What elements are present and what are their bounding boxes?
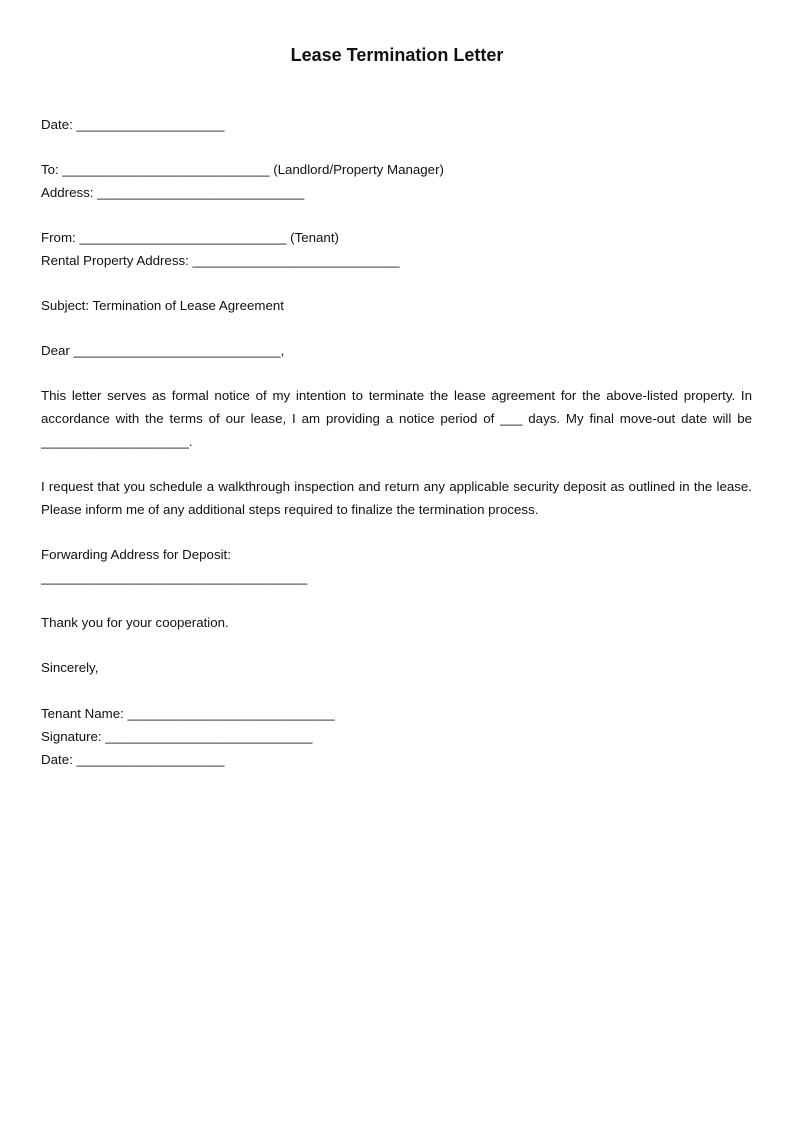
- salutation: Dear ____________________________,: [41, 343, 285, 358]
- thanks-line: Thank you for your cooperation.: [41, 615, 229, 630]
- paragraph2-line: I request that you schedule a walkthrough inspection and return any applicable security deposit as outlined in the lease.: [41, 479, 752, 494]
- forwarding-address-label: Forwarding Address for Deposit:: [41, 547, 231, 562]
- paragraph2-line: Please inform me of any additional steps required to finalize the termination process.: [41, 502, 539, 517]
- to-field: To: ____________________________ (Landlord/Property Manager): [41, 162, 444, 177]
- forwarding-address-blank: ____________________________________: [41, 570, 308, 585]
- rental-address-field: Rental Property Address: ____________________________: [41, 253, 400, 268]
- date-field: Date: ____________________: [41, 117, 225, 132]
- tenant-name-field: Tenant Name: ____________________________: [41, 706, 335, 721]
- address-field: Address: ____________________________: [41, 185, 305, 200]
- signature-field: Signature: ____________________________: [41, 729, 313, 744]
- paragraph1-line: ____________________.: [41, 434, 193, 449]
- signature-date-field: Date: ____________________: [41, 752, 225, 767]
- from-field: From: ____________________________ (Tenant): [41, 230, 339, 245]
- subject-line: Subject: Termination of Lease Agreement: [41, 298, 284, 313]
- document-title: Lease Termination Letter: [290, 45, 504, 65]
- closing: Sincerely,: [41, 660, 99, 675]
- paragraph1-line: accordance with the terms of our lease, I am providing a notice period of ___ days. My final move-out date will be: [41, 411, 752, 426]
- paragraph1-line: This letter serves as formal notice of my intention to terminate the lease agreement for the above-listed property. In: [41, 388, 752, 403]
